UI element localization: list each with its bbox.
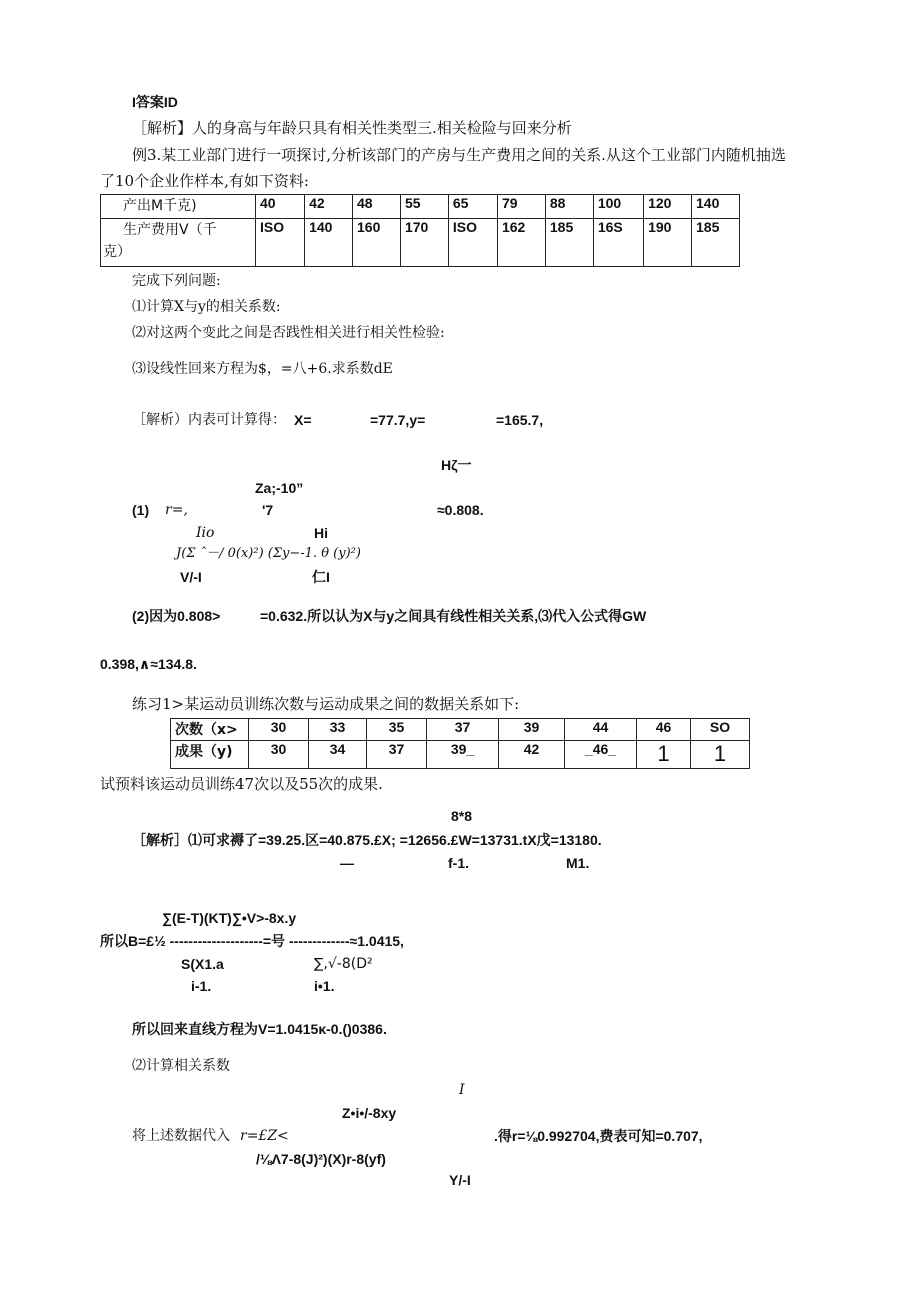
- table-cell: 1: [691, 741, 750, 769]
- r-formula: r=£Z<: [240, 1128, 289, 1144]
- table-cell: 42: [305, 195, 353, 219]
- formula-fragment: 仁I: [312, 569, 330, 585]
- r-result: ≈0.808.: [437, 502, 484, 518]
- table-cell: ISO: [256, 219, 305, 267]
- x-mean-value: =77.7,y=: [370, 412, 426, 428]
- table-cell: 185: [545, 219, 593, 267]
- formula-fragment: Ιio: [196, 525, 215, 541]
- table-cell: 44: [565, 719, 637, 741]
- table-cell: 39_: [427, 741, 499, 769]
- formula-fragment: f-1.: [448, 855, 469, 871]
- exercise1-intro: 练习1>某运动员训练次数与运动成果之间的数据关系如下:: [132, 695, 520, 713]
- table-cell: 34: [309, 741, 367, 769]
- table-cell: 170: [400, 219, 448, 267]
- table-cell: 140: [692, 195, 740, 219]
- table-cell: 30: [249, 719, 309, 741]
- table-row: [171, 741, 750, 769]
- solution-intro: ［解析）内表可计算得：: [132, 412, 286, 428]
- table-cell: 162: [497, 219, 545, 267]
- formula-fragment: Hζ一: [441, 457, 472, 473]
- table-cell: 40: [256, 195, 305, 219]
- answer-line: I答案ID: [132, 94, 178, 110]
- r-result-2: .得r=⅛0.992704,费表可知=0.707,: [494, 1128, 703, 1144]
- question-2: ⑵对这两个变此之间是否践性相关进行相关性检验:: [132, 325, 445, 341]
- formula-fragment: M1.: [566, 855, 590, 871]
- example3-line2: 了10个企业作样本,有如下资料:: [100, 172, 309, 190]
- substitute-text: 将上述数据代入: [132, 1128, 230, 1144]
- index-label: i•1.: [314, 978, 335, 994]
- table-cell: ISO: [448, 219, 497, 267]
- r-denominator: J(Σ ˆ－/ 0(x)²) (Σy−-1. θ (y)²): [176, 546, 361, 561]
- formula-fragment: 8*8: [451, 808, 473, 824]
- table-cell: 42: [499, 741, 565, 769]
- part2-conclusion: =0.632.所以认为X与y之间具有线性相关关系,⑶代入公式得GW: [260, 608, 647, 624]
- b-equation: 所以B=£½ --------------------=号 -------------≈1.0415,: [100, 933, 404, 949]
- part2-start: (2)因为0.808>: [132, 608, 221, 624]
- question-3: ⑶设线性回来方程为$，=八+6.求系数dE: [132, 361, 393, 377]
- example3-line1: 例3.某工业部门进行一项探讨,分析该部门的产房与生产费用之间的关系.从这个工业部门内随机抽选: [132, 146, 786, 164]
- part1-label: (1): [132, 502, 150, 518]
- data-table-example3: [100, 194, 740, 267]
- table-cell: 35: [367, 719, 427, 741]
- table-cell: 190: [644, 219, 692, 267]
- y-mean-value: =165.7,: [496, 412, 544, 428]
- data-table-exercise1: [170, 718, 750, 769]
- regression-line: 所以回来直线方程为V=1.0415κ-0.()0386.: [132, 1021, 387, 1037]
- row-label: 生产费用V（千 克）: [101, 219, 256, 267]
- table-cell: 48: [353, 195, 401, 219]
- table-cell: 1: [637, 741, 691, 769]
- table-row: [101, 219, 740, 267]
- table-cell: 39: [499, 719, 565, 741]
- table-cell: 160: [353, 219, 401, 267]
- row-label: 成果（y): [171, 741, 249, 769]
- table-row: [171, 719, 750, 741]
- table-cell: 88: [545, 195, 593, 219]
- table-cell: 140: [305, 219, 353, 267]
- table-cell: 65: [448, 195, 497, 219]
- table-cell: 100: [593, 195, 643, 219]
- formula-fragment: Za;-10”: [255, 480, 304, 496]
- formula-fragment: Hi: [314, 525, 328, 541]
- formula-fragment: Z•i•/-8xy: [342, 1105, 397, 1121]
- formula-fragment: V/-I: [180, 569, 202, 585]
- table-cell: 185: [692, 219, 740, 267]
- question-1: ⑴计算X与y的相关系数:: [132, 299, 281, 315]
- table-cell: 37: [427, 719, 499, 741]
- formula-fragment: —: [340, 855, 354, 871]
- index-label: i-1.: [191, 978, 212, 994]
- x-label: X=: [294, 412, 312, 428]
- b-denominator-right: ∑,√-8(D²: [314, 956, 373, 972]
- part3-result: 0.398,∧≈134.8.: [100, 656, 197, 672]
- solution2-line: ［解析］⑴可求褥了=39.25.区=40.875.£X; =12656.£W=13731.tX戊=13180.: [132, 832, 602, 848]
- formula-fragment: Y/-I: [449, 1172, 471, 1188]
- analysis-header: ［解析】人的身高与年龄只具有相关性类型三.相关检险与回来分析: [132, 119, 572, 137]
- formula-fragment: I: [459, 1082, 465, 1098]
- task-intro: 完成下列问题:: [132, 273, 221, 289]
- table-cell: 16S: [593, 219, 643, 267]
- table-cell: 120: [644, 195, 692, 219]
- row-label: 产出M千克): [101, 195, 256, 219]
- table-cell: 30: [249, 741, 309, 769]
- table-cell: 55: [400, 195, 448, 219]
- formula-fragment: '7: [262, 502, 274, 518]
- r-denominator-2: /⅛Λ7-8(J)²)(X)r-8(yf): [256, 1151, 386, 1167]
- b-numerator: ∑(E-T)(KT)∑•V>-8x.y: [162, 910, 297, 926]
- question-2-correlation: ⑵计算相关系数: [132, 1058, 230, 1074]
- table-cell: 33: [309, 719, 367, 741]
- b-denominator-left: S(X1.a: [181, 956, 224, 972]
- table-cell: 79: [497, 195, 545, 219]
- table-cell: 37: [367, 741, 427, 769]
- row-label: 次数（x>: [171, 719, 249, 741]
- table-cell: SO: [691, 719, 750, 741]
- table-row: [101, 195, 740, 219]
- table-cell: _46_: [565, 741, 637, 769]
- exercise1-question: 试预料该运动员训练47次以及55次的成果.: [100, 775, 383, 793]
- table-cell: 46: [637, 719, 691, 741]
- r-equation: r=,: [165, 502, 188, 518]
